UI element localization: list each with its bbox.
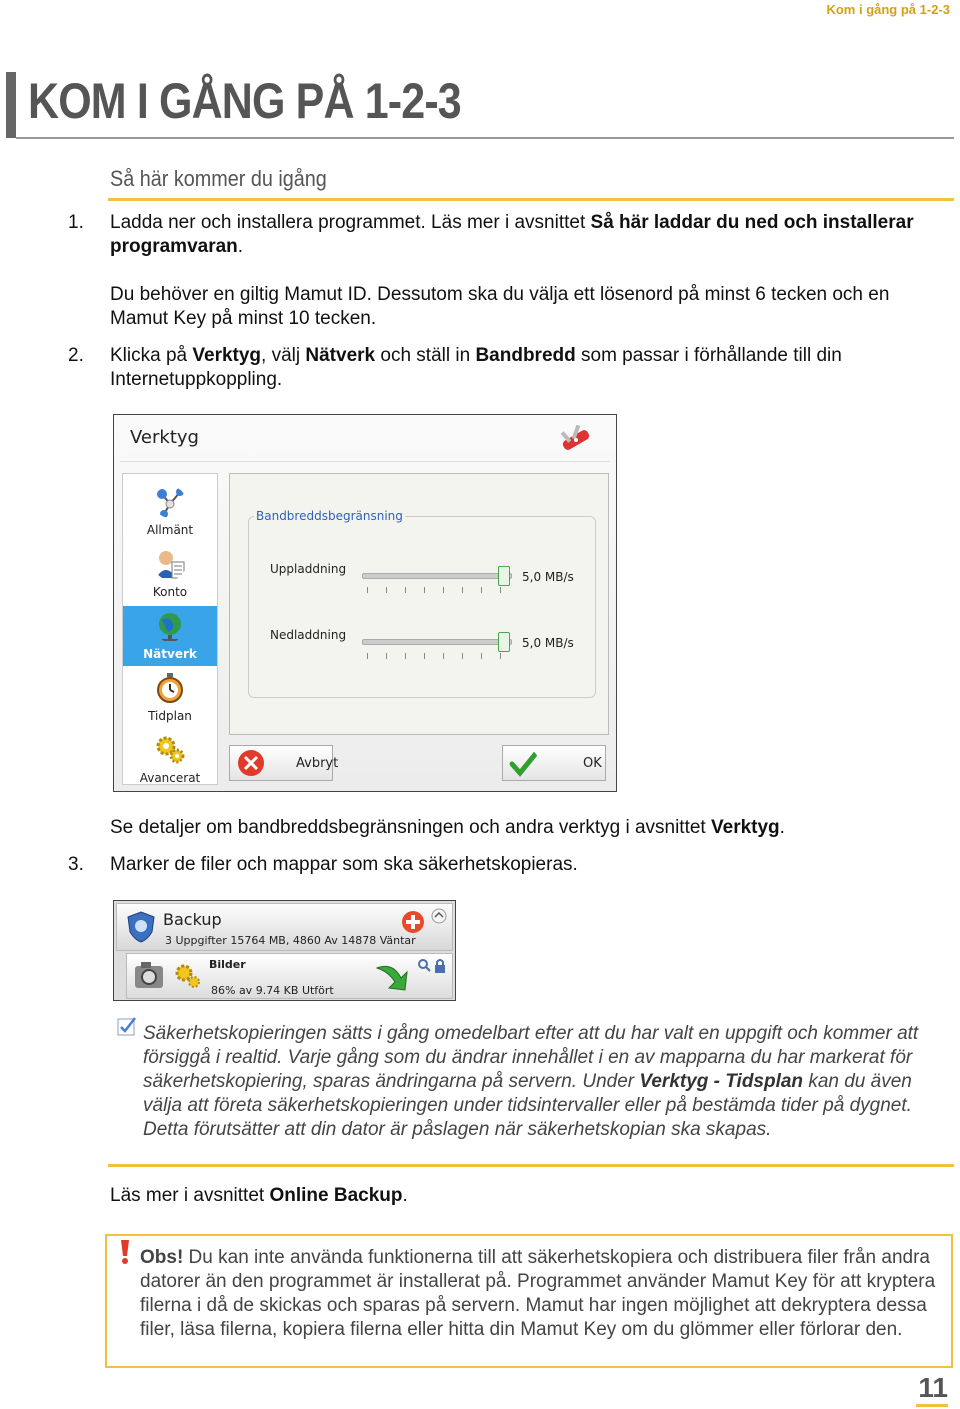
tools-dialog-screenshot: [113, 414, 617, 792]
backup-summary: 3 Uppgifter 15764 MB, 4860 Av 14878 Väntar: [165, 934, 416, 947]
step1-requirements: Du behöver en giltig Mamut ID. Dessutom ska du välja ett lösenord på minst 6 tecken och en Mamut Key på minst 10 tecken.: [110, 284, 890, 329]
dialog-title: Verktyg: [130, 427, 199, 448]
bandwidth-group-title: Bandbreddsbegränsning: [256, 509, 403, 523]
warning-text: Obs! Du kan inte använda funktionerna till att säkerhetskopiera och distribuera filer från andra datorer än den programmet är installerat på. Programmet använder Mamut Key för att kryptera filerna i då de skickas och sparas på servern. Mamut har ingen möjlighet att dekryptera dessa filer, läsa filerna, kopiera filerna eller hitta din Mamut Key om du glömmer eller förlorar den.: [140, 1247, 936, 1340]
backup-title: Backup: [163, 910, 222, 929]
step2-number: 2.: [68, 345, 84, 366]
cancel-label: Avbryt: [296, 756, 339, 771]
gears-icon: [154, 734, 186, 766]
page-title: KOM I GÅNG PÅ 1-2-3: [28, 73, 461, 129]
search-icon[interactable]: [417, 958, 431, 972]
user-account-icon: [154, 548, 186, 580]
sidebar-item-avancerat[interactable]: [123, 730, 217, 790]
stopwatch-icon: [154, 672, 186, 704]
download-slider-track[interactable]: [362, 639, 512, 645]
step3-text: Marker de filer och mappar som ska säkerhetskopieras.: [110, 854, 578, 875]
sidebar-item-label: Allmänt: [146, 523, 194, 537]
collapse-icon[interactable]: [431, 908, 447, 924]
step1-link-text: Så här laddar du ned och installerar programvaran: [110, 212, 914, 257]
lock-icon[interactable]: [433, 958, 447, 974]
page-number-underline: [916, 1404, 948, 1407]
sidebar-item-natverk[interactable]: [123, 606, 217, 666]
backup-task-row[interactable]: [126, 953, 453, 999]
dialog-header-divider: [120, 461, 610, 462]
task-name: Bilder: [209, 958, 246, 971]
backup-widget-screenshot: [113, 900, 456, 1001]
sidebar-item-label: Nätverk: [143, 647, 197, 661]
sidebar-item-label: Konto: [152, 585, 188, 599]
sidebar-item-konto[interactable]: [123, 544, 217, 604]
page-number: 11: [918, 1372, 948, 1403]
cancel-x-icon: [236, 748, 266, 778]
upload-slider-track[interactable]: [362, 573, 512, 579]
sidebar-item-label: Tidplan: [148, 709, 192, 723]
subtitle-divider: [108, 198, 954, 201]
title-underline: [16, 137, 954, 139]
ok-label: OK: [583, 756, 602, 771]
download-slider-thumb[interactable]: [498, 632, 510, 652]
online-backup-link-text: Online Backup: [269, 1185, 403, 1206]
sidebar-item-label: Avancerat: [139, 771, 201, 785]
step2-text: Klicka på Verktyg, välj Nätverk och ställ in Bandbredd som passar i förhållande till din Internetuppkoppling.: [110, 345, 842, 390]
checkmark-icon: [509, 748, 539, 778]
sidebar-item-allmant[interactable]: [123, 482, 217, 542]
task-progress: 86% av 9.74 KB Utfört: [211, 984, 334, 997]
download-label: Nedladdning: [270, 628, 347, 642]
bandwidth-details-text: Se detaljer om bandbreddsbegränsningen och andra verktyg i avsnittet Verktyg.: [110, 817, 785, 838]
backup-shield-icon: [125, 910, 157, 944]
note-checklist-icon: [116, 1015, 138, 1037]
download-slider-ticks: [367, 653, 515, 659]
step3-number: 3.: [68, 854, 84, 875]
sidebar-item-tidplan[interactable]: [123, 668, 217, 728]
title-accent-bar: [6, 72, 16, 138]
note-divider: [108, 1164, 954, 1167]
gear-settings-icon: [173, 962, 201, 990]
backup-info-note: Säkerhetskopieringen sätts i gång omedelbart efter att du har valt en uppgift och kommer att försiggå i realtid. Varje gång som du ändrar innehållet i en av mapparna du har markerat för säkerhetskopiering, sparas ändringarna på servern. Under Verktyg - Tidsplan kan du även välja att företa säkerhetskopieringen under tidsintervaller eller på bestämda tider på dygnet. Detta förutsätter att din dator är påslagen när säkerhetskopian ska skapas.: [143, 1023, 919, 1140]
add-task-icon[interactable]: [401, 910, 425, 934]
step1-number: 1.: [68, 212, 84, 233]
running-header: Kom i gång på 1-2-3: [826, 2, 950, 17]
read-more-text: Läs mer i avsnittet Online Backup.: [110, 1185, 408, 1206]
upload-slider-thumb[interactable]: [498, 566, 510, 586]
ok-button[interactable]: [502, 745, 606, 781]
exclamation-icon: [117, 1238, 133, 1266]
upload-label: Uppladdning: [270, 562, 347, 576]
upload-value: 5,0 MB/s: [522, 570, 574, 584]
warning-label: Obs!: [140, 1247, 184, 1268]
network-nodes-icon: [154, 486, 186, 518]
cancel-button[interactable]: [229, 745, 339, 781]
step1-text: Ladda ner och installera programmet. Läs mer i avsnittet Så här laddar du ned och installerar programvaran.: [110, 212, 914, 257]
camera-icon: [133, 958, 165, 992]
tools-sidebar: [122, 473, 218, 785]
section-subtitle: Så här kommer du igång: [110, 166, 327, 191]
bandwidth-group: [248, 516, 596, 698]
backup-header: [116, 903, 453, 951]
download-value: 5,0 MB/s: [522, 636, 574, 650]
upload-slider-ticks: [367, 587, 515, 593]
swiss-knife-icon: [556, 421, 596, 457]
globe-icon: [154, 610, 186, 642]
sync-arrow-icon: [373, 958, 413, 994]
